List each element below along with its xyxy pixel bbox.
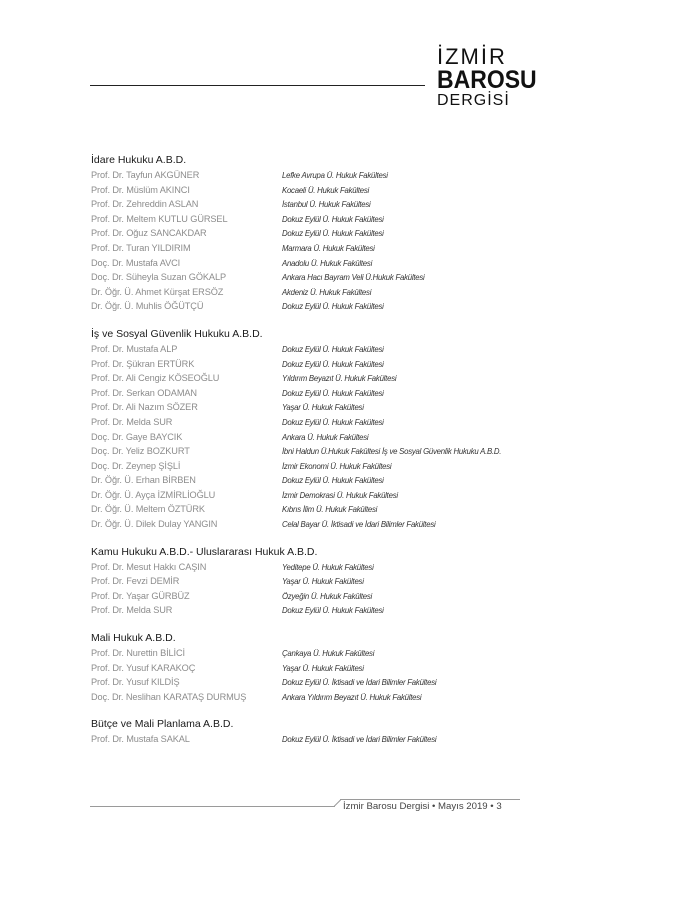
member-name: Prof. Dr. Mesut Hakkı CAŞIN [91, 561, 207, 572]
member-institution: Akdeniz Ü. Hukuk Fakültesi [282, 286, 372, 297]
section-title: Bütçe ve Mali Planlama A.B.D. [91, 718, 234, 731]
member-institution: Dokuz Eylül Ü. Hukuk Fakültesi [282, 358, 384, 369]
list-item [91, 690, 541, 705]
member-name: Doç. Dr. Mustafa AVCI [91, 257, 181, 268]
member-name: Prof. Dr. Yusuf KILDİŞ [91, 677, 180, 688]
member-institution: Dokuz Eylül Ü. İktisadi ve İdari Bilimler Fakültesi [282, 677, 437, 688]
section-is-ve-sosyal-guvenlik [91, 327, 541, 532]
list-item [91, 502, 541, 517]
list-item [91, 589, 541, 604]
member-institution: Ankara Ü. Hukuk Fakültesi [282, 431, 369, 442]
member-name: Dr. Öğr. Ü. Dilek Dulay YANGIN [91, 519, 218, 530]
member-institution: Yaşar Ü. Hukuk Fakültesi [282, 662, 364, 673]
list-item [91, 183, 541, 198]
logo-line-izmir: İZMİR [437, 44, 507, 69]
list-item [91, 430, 541, 445]
footer-rule-right [340, 799, 520, 800]
member-name: Dr. Öğr. Ü. Ayça İZMİRLİOĞLU [91, 489, 216, 500]
member-name: Doç. Dr. Yeliz BOZKURT [91, 446, 190, 457]
member-name: Prof. Dr. Ali Cengiz KÖSEOĞLU [91, 373, 220, 384]
member-institution: Dokuz Eylül Ü. İktisadi ve İdari Bilimler Fakültesi [282, 734, 437, 745]
section-title: İş ve Sosyal Güvenlik Hukuku A.B.D. [91, 327, 263, 340]
list-item [91, 226, 541, 241]
member-name: Prof. Dr. Serkan ODAMAN [91, 387, 197, 398]
member-name: Prof. Dr. Zehreddin ASLAN [91, 199, 199, 210]
list-item [91, 560, 541, 575]
list-item [91, 661, 541, 676]
list-item [91, 197, 541, 212]
member-name: Prof. Dr. Şükran ERTÜRK [91, 358, 195, 369]
list-item [91, 488, 541, 503]
member-institution: Anadolu Ü. Hukuk Fakültesi [282, 257, 373, 268]
member-institution: Dokuz Eylül Ü. Hukuk Fakültesi [282, 228, 384, 239]
member-institution: Yeditepe Ü. Hukuk Fakültesi [282, 561, 374, 572]
member-name: Prof. Dr. Nurettin BİLİCİ [91, 648, 185, 659]
member-name: Prof. Dr. Ali Nazım SÖZER [91, 402, 198, 413]
list-item [91, 386, 541, 401]
list-item [91, 256, 541, 271]
member-name: Prof. Dr. Fevzi DEMİR [91, 576, 180, 587]
list-item [91, 270, 541, 285]
section-title: Mali Hukuk A.B.D. [91, 632, 176, 645]
section-title: Kamu Hukuku A.B.D.- Uluslararası Hukuk A.B.D. [91, 545, 318, 558]
list-item [91, 285, 541, 300]
member-institution: Dokuz Eylül Ü. Hukuk Fakültesi [282, 416, 384, 427]
member-institution: İbni Haldun Ü.Hukuk Fakültesi İş ve Sosyal Güvenlik Hukuku A.B.D. [282, 446, 502, 457]
member-institution: İstanbul Ü. Hukuk Fakültesi [282, 199, 371, 210]
list-item [91, 675, 541, 690]
member-institution: Yıldırım Beyazıt Ü. Hukuk Fakültesi [282, 373, 397, 384]
logo-line-barosu: BAROSU [437, 66, 537, 94]
member-institution: Ankara Yıldırım Beyazıt Ü. Hukuk Fakültesi [282, 691, 422, 702]
member-institution: Dokuz Eylül Ü. Hukuk Fakültesi [282, 605, 384, 616]
member-institution: Dokuz Eylül Ü. Hukuk Fakültesi [282, 475, 384, 486]
member-institution: Lefke Avrupa Ü. Hukuk Fakültesi [282, 170, 388, 180]
member-institution: Kocaeli Ü. Hukuk Fakültesi [282, 184, 370, 195]
member-institution: Celal Bayar Ü. İktisadi ve İdari Bilimler Fakültesi [282, 519, 436, 530]
header-rule [90, 85, 425, 86]
list-item [91, 517, 541, 532]
list-item [91, 342, 541, 357]
section-butce-ve-mali-planlama [91, 717, 541, 747]
member-name: Prof. Dr. Oğuz SANCAKDAR [91, 228, 207, 239]
member-name: Prof. Dr. Tayfun AKGÜNER [91, 170, 200, 180]
member-institution: İzmir Demokrasi Ü. Hukuk Fakültesi [282, 489, 398, 500]
member-institution: Dokuz Eylül Ü. Hukuk Fakültesi [282, 213, 384, 224]
list-item [91, 444, 541, 459]
logo-line-dergisi: DERGİSİ [437, 92, 510, 109]
journal-logo [437, 44, 537, 111]
member-name: Prof. Dr. Müslüm AKINCI [91, 184, 190, 195]
member-institution: İzmir Ekonomi Ü. Hukuk Fakültesi [282, 460, 392, 471]
section-mali-hukuk [91, 631, 541, 704]
list-item [91, 241, 541, 256]
list-item [91, 299, 541, 314]
member-name: Prof. Dr. Melda SUR [91, 416, 173, 427]
member-institution: Dokuz Eylül Ü. Hukuk Fakültesi [282, 301, 384, 312]
member-name: Doç. Dr. Zeynep ŞİŞLİ [91, 460, 181, 471]
member-name: Prof. Dr. Mustafa SAKAL [91, 734, 190, 745]
member-name: Doç. Dr. Süheyla Suzan GÖKALP [91, 272, 226, 283]
list-item [91, 646, 541, 661]
member-name: Dr. Öğr. Ü. Meltem ÖZTÜRK [91, 504, 205, 515]
list-item [91, 574, 541, 589]
member-name: Prof. Dr. Yaşar GÜRBÜZ [91, 590, 190, 601]
list-item [91, 603, 541, 618]
section-idare-hukuku [91, 153, 541, 314]
member-name: Prof. Dr. Yusuf KARAKOÇ [91, 662, 196, 673]
member-institution: Yaşar Ü. Hukuk Fakültesi [282, 576, 364, 587]
list-item [91, 473, 541, 488]
list-item [91, 371, 541, 386]
member-name: Prof. Dr. Turan YILDIRIM [91, 242, 191, 253]
footer-rule-left [90, 806, 335, 807]
member-institution: Kıbrıs İlim Ü. Hukuk Fakültesi [282, 504, 378, 515]
member-name: Dr. Öğr. Ü. Ahmet Kürşat ERSÖZ [91, 286, 224, 297]
list-item [91, 357, 541, 372]
list-item [91, 415, 541, 430]
footer-rule-slant [333, 799, 341, 807]
member-institution: Dokuz Eylül Ü. Hukuk Fakültesi [282, 343, 384, 354]
page-footer: İzmir Barosu Dergisi • Mayıs 2019 • 3 [343, 801, 502, 812]
member-institution: Yaşar Ü. Hukuk Fakültesi [282, 402, 364, 413]
member-name: Doç. Dr. Neslihan KARATAŞ DURMUŞ [91, 691, 247, 702]
member-name: Dr. Öğr. Ü. Erhan BİRBEN [91, 475, 196, 486]
list-item [91, 459, 541, 474]
list-item [91, 400, 541, 415]
member-name: Prof. Dr. Meltem KUTLU GÜRSEL [91, 213, 228, 224]
section-kamu-hukuku [91, 545, 541, 618]
member-institution: Çankaya Ü. Hukuk Fakültesi [282, 648, 375, 659]
section-title: İdare Hukuku A.B.D. [91, 154, 187, 166]
member-institution: Özyeğin Ü. Hukuk Fakültesi [282, 590, 373, 601]
board-list [91, 153, 541, 760]
member-name: Doç. Dr. Gaye BAYCIK [91, 431, 183, 442]
member-name: Prof. Dr. Mustafa ALP [91, 343, 178, 354]
member-name: Prof. Dr. Melda SUR [91, 605, 173, 616]
list-item [91, 168, 541, 183]
member-institution: Ankara Hacı Bayram Veli Ü.Hukuk Fakültesi [282, 272, 425, 283]
member-institution: Dokuz Eylül Ü. Hukuk Fakültesi [282, 387, 384, 398]
list-item [91, 732, 541, 747]
member-name: Dr. Öğr. Ü. Muhlis ÖĞÜTÇÜ [91, 301, 204, 312]
member-institution: Marmara Ü. Hukuk Fakültesi [282, 242, 375, 253]
list-item [91, 212, 541, 227]
